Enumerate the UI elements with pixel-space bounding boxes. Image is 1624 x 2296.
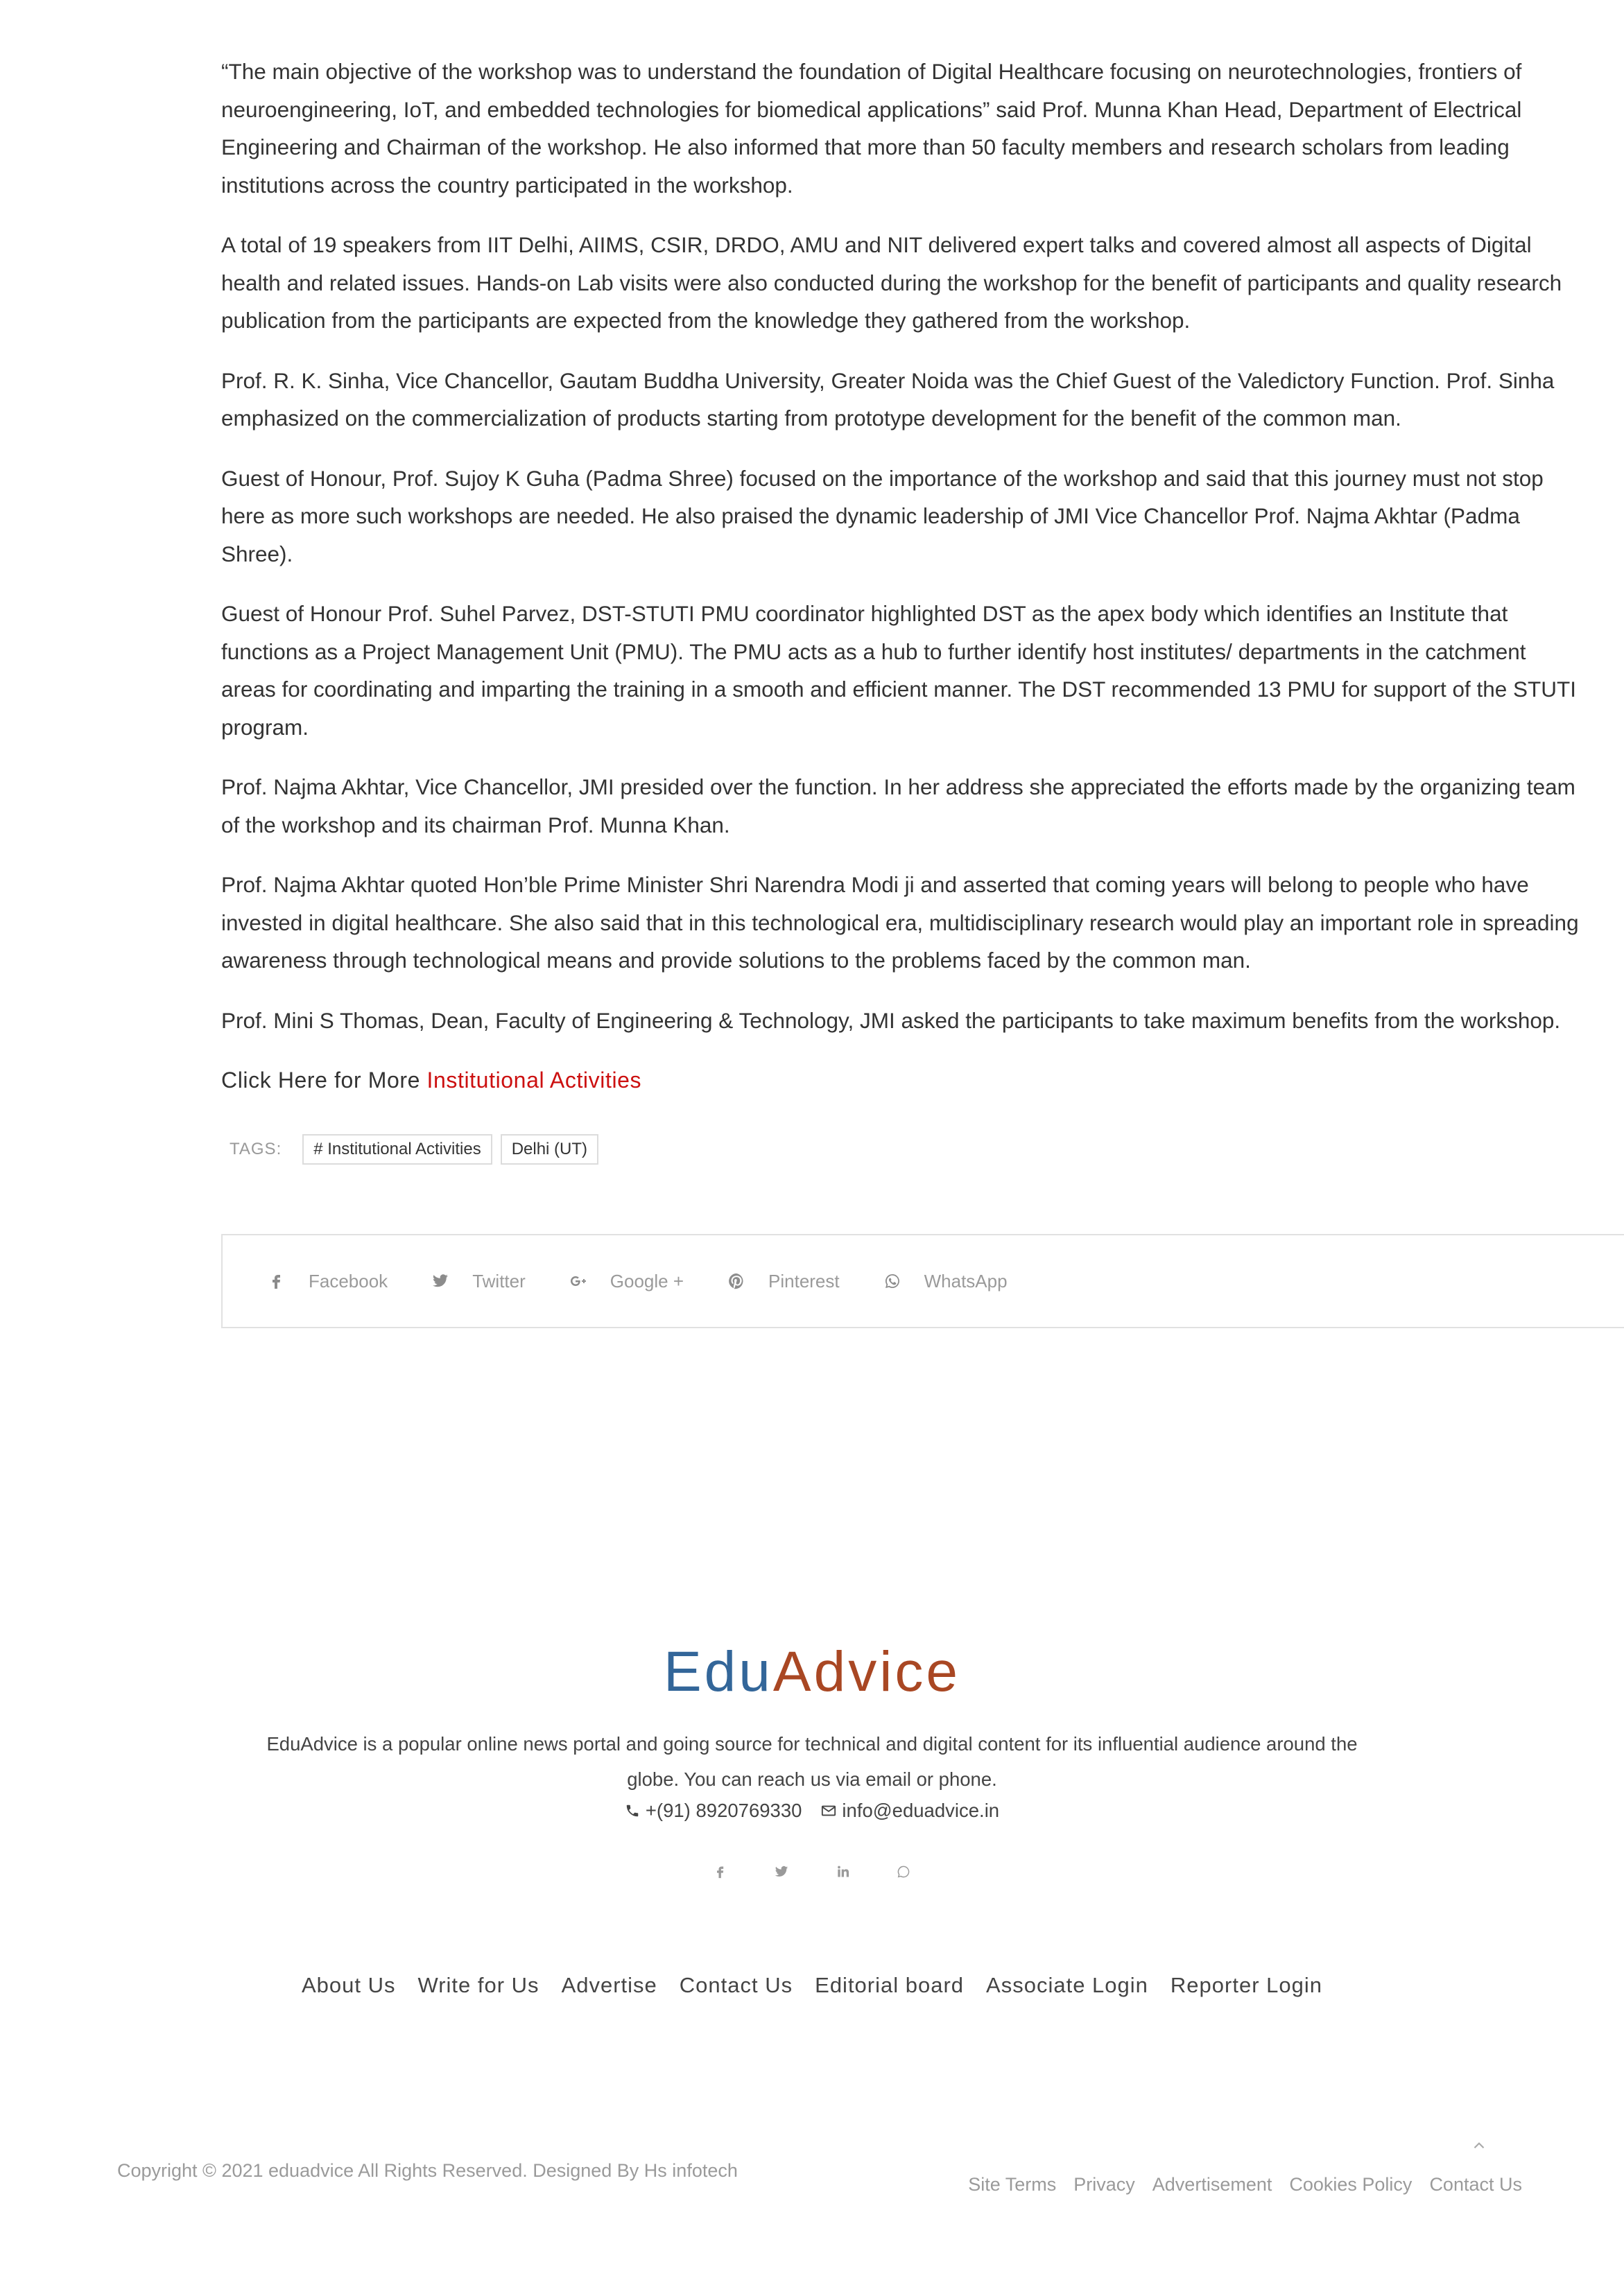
whatsapp-icon: [884, 1273, 901, 1289]
tags-row: [230, 1134, 607, 1165]
pinterest-icon: [728, 1273, 745, 1289]
facebook-icon: [714, 1865, 727, 1879]
footer-twitter-link[interactable]: [751, 1865, 812, 1879]
footer-linkedin-link[interactable]: [812, 1865, 873, 1879]
article-paragraph: Prof. Najma Akhtar quoted Hon’ble Prime Minister Shri Narendra Modi ji and asserted that coming years will belong to people who have invested in digital healthcare. She also said that in this technological era, multidisciplinary research would play an important role in spreading awareness through technological means and provide solutions to the problems faced by the common man.: [221, 872, 1579, 973]
phone-contact[interactable]: [625, 1800, 802, 1822]
contact-row: [0, 1800, 1624, 1822]
article-paragraph: Guest of Honour, Prof. Sujoy K Guha (Padma Shree) focused on the importance of the workshop and said that this journey must not stop here as more such workshops are needed. He also praised the dynamic leadership of JMI Vice Chancellor Prof. Najma Akhtar (Padma Shree).: [221, 465, 1544, 566]
linkedin-icon: [836, 1865, 849, 1879]
tag-institutional-activities[interactable]: # Institutional Activities: [302, 1134, 492, 1165]
footer-nav-advertise[interactable]: Advertise: [561, 1973, 657, 1997]
more-activities-line: [221, 1061, 1583, 1099]
share-label: Pinterest: [768, 1270, 840, 1292]
institutional-activities-link[interactable]: Institutional Activities: [426, 1068, 642, 1093]
article-paragraph: Prof. R. K. Sinha, Vice Chancellor, Gautam Buddha University, Greater Noida was the Chief Guest of the Valedictory Function. Prof. Sinha emphasized on the commercialization of products starting from prototype development for the benefit of the common man.: [221, 367, 1555, 430]
chevron-up-icon: [1470, 2137, 1488, 2155]
share-label: Twitter: [472, 1270, 526, 1292]
bottom-links: [951, 2174, 1522, 2195]
footer-whatsapp-link[interactable]: [873, 1865, 934, 1879]
footer-nav-reporter-login[interactable]: Reporter Login: [1170, 1973, 1322, 1997]
bottom-link-cookies-policy[interactable]: Cookies Policy: [1289, 2174, 1413, 2195]
article-paragraph: Guest of Honour Prof. Suhel Parvez, DST-STUTI PMU coordinator highlighted DST as the apex body which identifies an Institute that functions as a Project Management Unit (PMU). The PMU acts as a hub to further identify host institutes/ departments in the catchment areas for coordinating and imparting the training in a smooth and efficient manner. The DST recommended 13 PMU for support of the STUTI program.: [221, 601, 1577, 740]
google-plus-icon: [570, 1273, 587, 1289]
article-paragraph: “The main objective of the workshop was to understand the foundation of Digital Healthcare focusing on neurotechnologies, frontiers of neuroengineering, IoT, and embedded technologies for biomedical applications” said Prof. Munna Khan Head, Department of Electrical Engineering and Chairman of the workshop. He also informed that more than 50 faculty members and research scholars from leading institutions across the country participated in the workshop.: [221, 59, 1522, 198]
facebook-icon: [268, 1273, 285, 1289]
share-bar: [221, 1234, 1624, 1328]
footer-nav-write-for-us[interactable]: Write for Us: [417, 1973, 539, 1997]
article-paragraph: A total of 19 speakers from IIT Delhi, AIIMS, CSIR, DRDO, AMU and NIT delivered expert talks and covered almost all aspects of Digital health and related issues. Hands-on Lab visits were also conducted during the workshop for the benefit of participants and quality research publication from the participants are expected from the knowledge they gathered from the workshop.: [221, 232, 1562, 333]
footer-nav-associate-login[interactable]: Associate Login: [986, 1973, 1148, 1997]
footer-nav: [0, 1973, 1624, 1998]
footer-nav-contact-us[interactable]: Contact Us: [679, 1973, 793, 1997]
share-label: Google +: [610, 1270, 684, 1292]
footer-nav-editorial-board[interactable]: Editorial board: [815, 1973, 965, 1997]
share-facebook-button[interactable]: [268, 1271, 388, 1292]
back-to-top-button[interactable]: [1470, 2137, 1488, 2155]
twitter-icon: [432, 1273, 449, 1289]
envelope-icon: [821, 1803, 836, 1818]
copyright-text: Copyright © 2021 eduadvice All Rights Reserved. Designed By Hs infotech: [117, 2160, 738, 2181]
share-label: Facebook: [309, 1270, 388, 1292]
logo-advice: Advice: [772, 1640, 961, 1703]
tag-delhi[interactable]: Delhi (UT): [501, 1134, 598, 1165]
more-prefix: Click Here for More: [221, 1068, 427, 1093]
phone-icon: [625, 1803, 640, 1818]
share-pinterest-button[interactable]: [728, 1271, 840, 1292]
email-contact[interactable]: [821, 1800, 999, 1822]
footer-facebook-link[interactable]: [690, 1865, 751, 1879]
whatsapp-icon: [897, 1865, 910, 1879]
twitter-icon: [775, 1865, 788, 1879]
share-twitter-button[interactable]: [432, 1271, 526, 1292]
phone-number: +(91) 8920769330: [645, 1800, 802, 1821]
footer-logo[interactable]: [0, 1637, 1624, 1707]
tags-label: TAGS:: [230, 1140, 282, 1158]
email-address: info@eduadvice.in: [842, 1800, 1000, 1821]
share-whatsapp-button[interactable]: [884, 1271, 1008, 1292]
bottom-link-contact-us[interactable]: Contact Us: [1429, 2174, 1522, 2195]
share-google-plus-button[interactable]: [570, 1271, 684, 1292]
bottom-link-privacy[interactable]: Privacy: [1073, 2174, 1135, 2195]
article-paragraph: Prof. Najma Akhtar, Vice Chancellor, JMI presided over the function. In her address she appreciated the efforts made by the organizing team of the workshop and its chairman Prof. Munna Khan.: [221, 774, 1575, 837]
bottom-link-advertisement[interactable]: Advertisement: [1152, 2174, 1272, 2195]
footer-nav-about-us[interactable]: About Us: [301, 1973, 396, 1997]
share-label: WhatsApp: [924, 1270, 1008, 1292]
footer-description: EduAdvice is a popular online news portal and going source for technical and digital content for its influential audience around the globe. You can reach us via email or phone.: [266, 1733, 1358, 1790]
article-body: [221, 53, 1583, 1099]
bottom-link-site-terms[interactable]: Site Terms: [968, 2174, 1057, 2195]
footer-social: [0, 1865, 1624, 1879]
article-paragraph: Prof. Mini S Thomas, Dean, Faculty of Engineering & Technology, JMI asked the participants to take maximum benefits from the workshop.: [221, 1007, 1561, 1033]
logo-edu: Edu: [663, 1640, 773, 1703]
